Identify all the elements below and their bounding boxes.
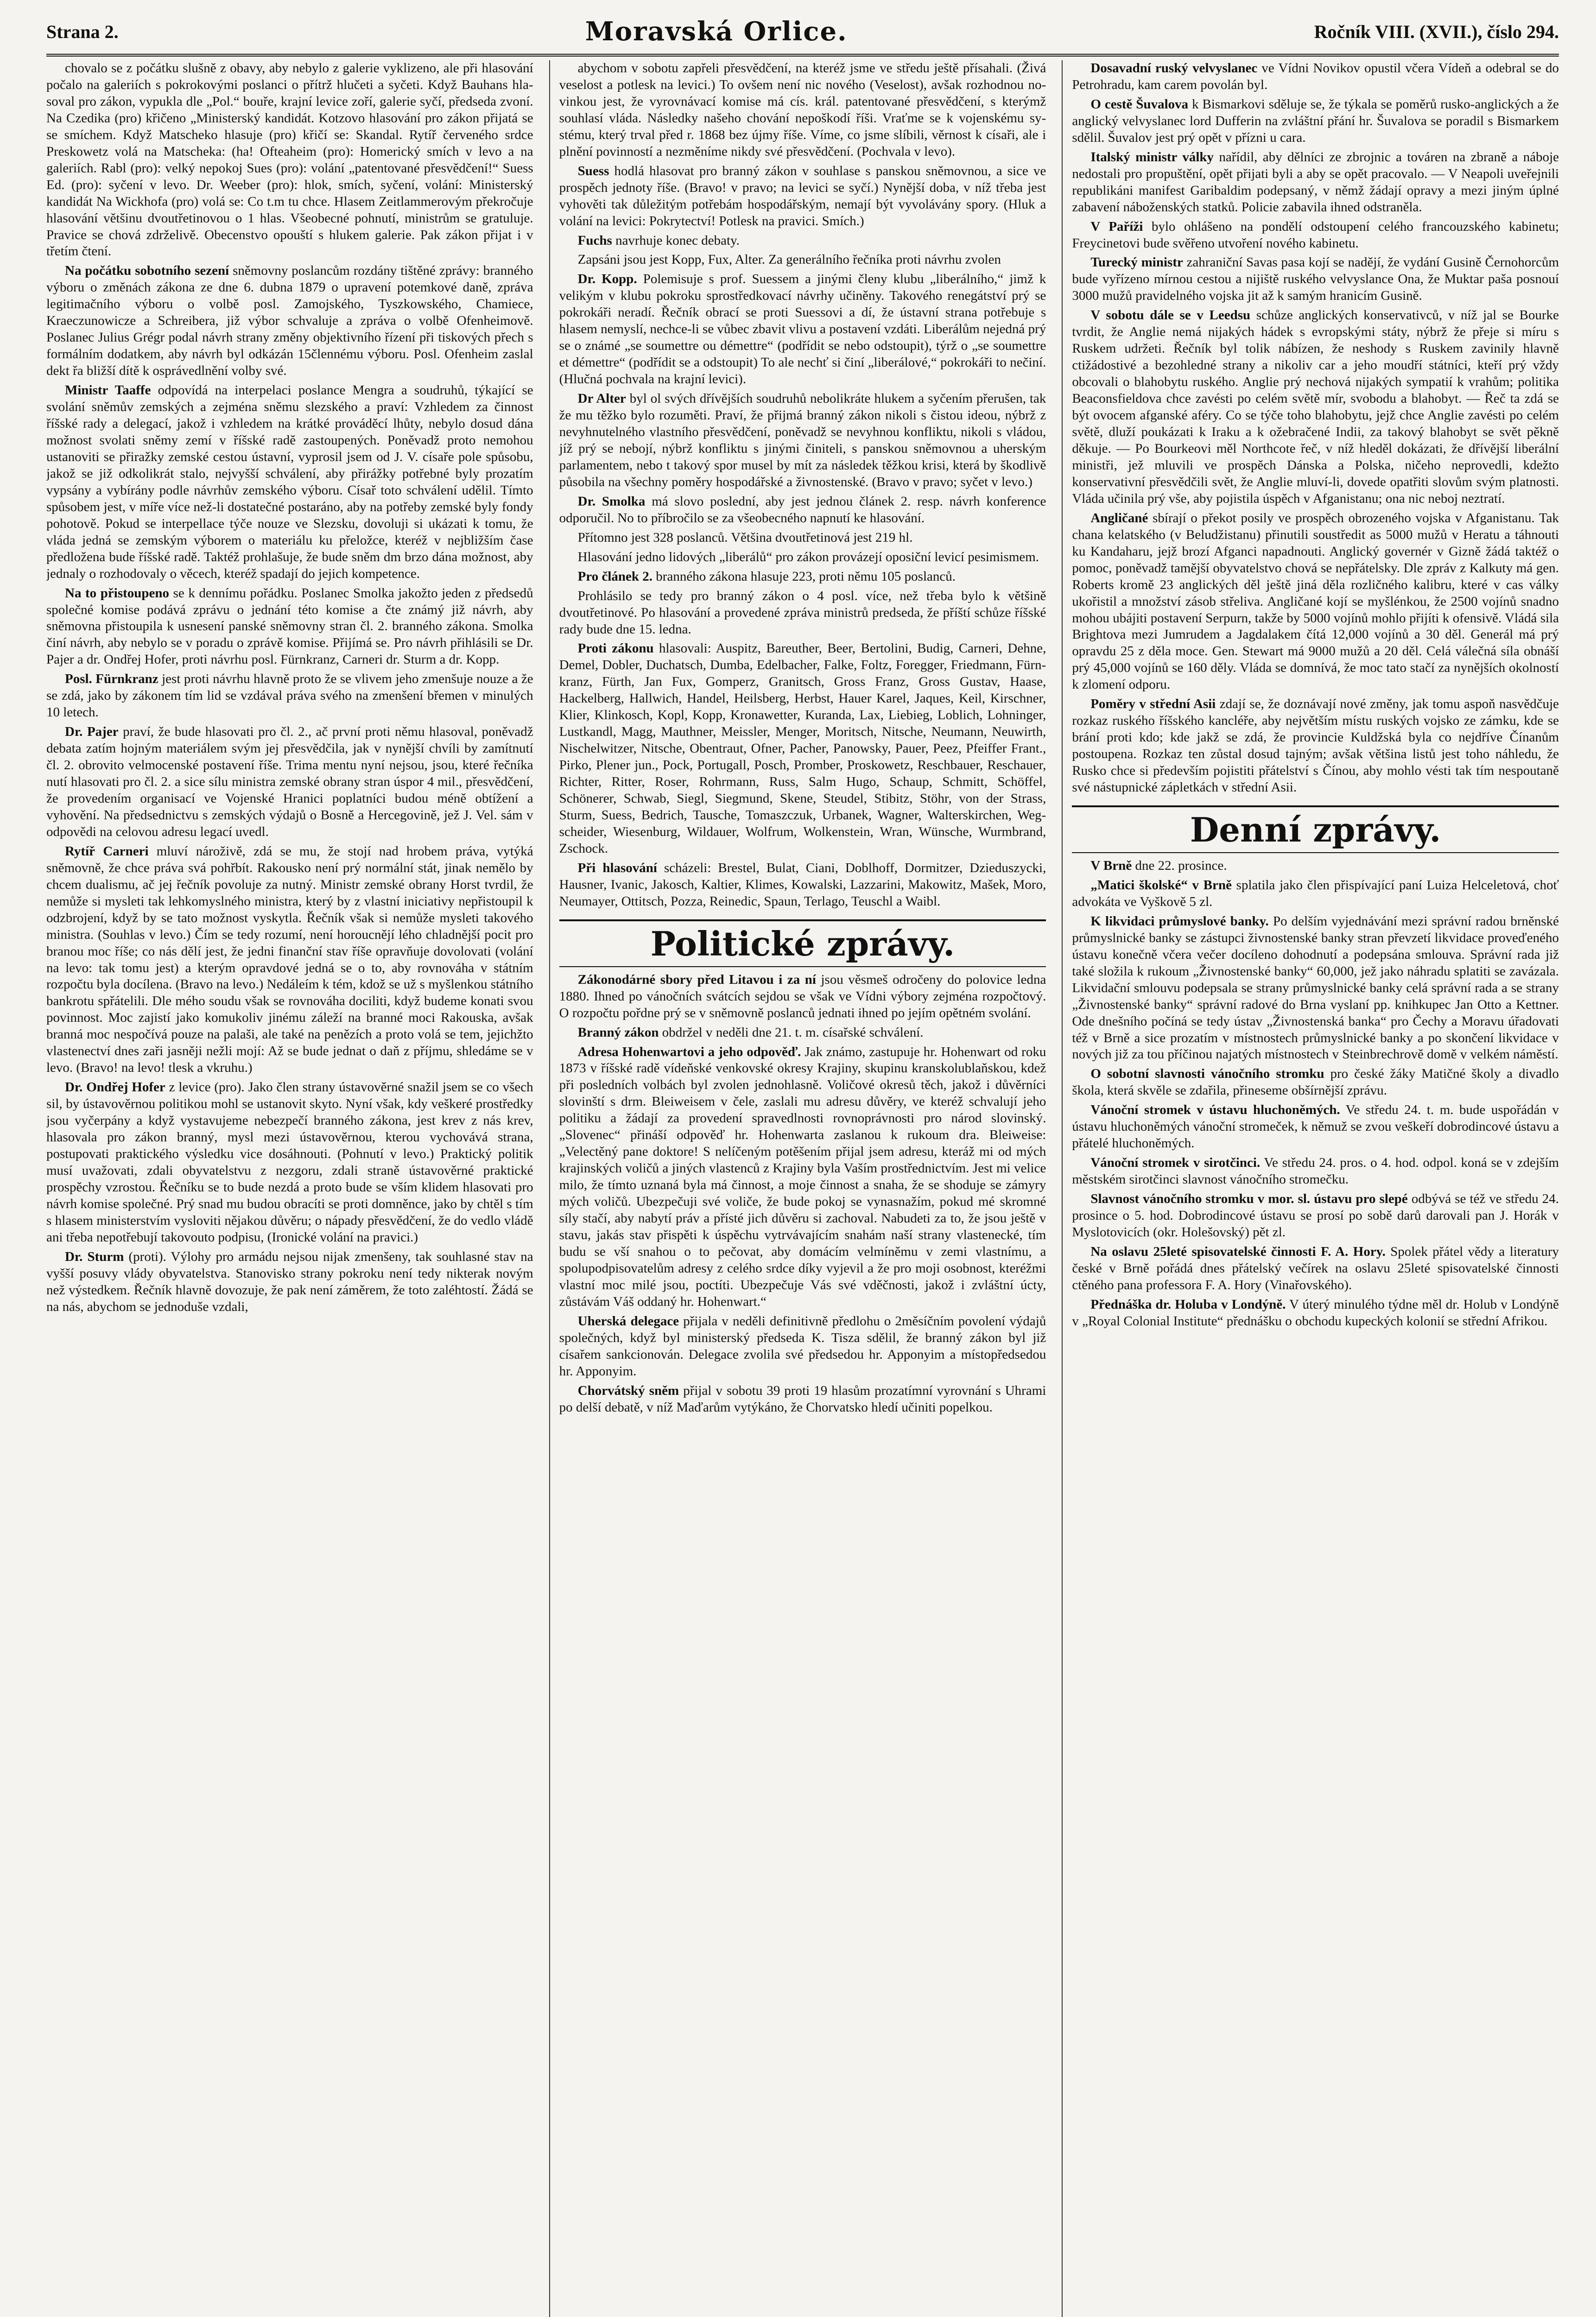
article-paragraph — [46, 263, 533, 380]
article-paragraph — [559, 588, 1046, 638]
article-paragraph — [1072, 1066, 1559, 1099]
paragraph-text: Hlasování jedno lidových „liberálů“ pro zákon provázejí oposiční levicí pesimismem. — [577, 549, 1039, 564]
paragraph-lead: Suess — [577, 163, 609, 178]
paragraph-lead: Slavnost vánočního stromku v mor. sl. ústavu pro slepé — [1090, 1191, 1408, 1207]
article-paragraph — [559, 1383, 1046, 1416]
article-paragraph — [1072, 254, 1559, 304]
paragraph-lead: Na počátku sobotního sezení — [65, 263, 229, 279]
paragraph-text: jest proti návrhu hlavně proto že se vlivem jeho zmenšuje nouze a že se zdá, jako by zákonem tím lid se vzdával práva svého na zmenšení břemen v minulých 10 letech. — [46, 671, 533, 720]
article-paragraph — [1072, 307, 1559, 507]
article-paragraph — [559, 549, 1046, 566]
paragraph-lead: Dr. Sturm — [65, 1249, 124, 1264]
article-paragraph — [1072, 696, 1559, 796]
paragraph-lead: Rytíř Carneri — [65, 843, 149, 859]
paragraph-lead: Při hlasování — [577, 860, 657, 875]
article-paragraph — [559, 163, 1046, 230]
article-paragraph — [46, 671, 533, 721]
paragraph-lead: Posl. Fürnkranz — [65, 671, 158, 687]
paragraph-text: Po delším vyjednávání mezi správní radou brněnské průmyslnické banky se zástupci živnostenské banky stran převzetí likvidace proveďeného ústavu konečně včera večer docíleno dohodnutí a podepsána smlouva. Správní rada již také složila k rukoum „Živnostenské banky“ 60,000, jež jako náhradu splatiti se zavázala. Likvidační smlouvu podepsala se strany průmyslnické banky celá správní rada a se strany „Živnostenské banky“ správní radové do Brna vyslaní pp. knihkupec Jan Otto a Kettner. Ode dnešního počíná se tedy ústav „Živnostenská banka“ pro Čechy a Moravu úřadovati též v Brně a sice prozatím v místnostech průmyslnické banky a po skončení likvidace v nových již za tou příčinou najatých místnostech v Steinbrechrově domě v velkém náměstí. — [1072, 913, 1559, 1062]
article-paragraph — [1072, 1191, 1559, 1241]
article-paragraph — [46, 1249, 533, 1316]
article-paragraph — [46, 843, 533, 1076]
paragraph-text: splatila jako člen přispívající paní Luiza Helceletová, choť advokáta ve Vyškově 5 zl. — [1072, 877, 1559, 909]
paragraph-lead: Turecký ministr — [1090, 255, 1183, 270]
article-paragraph — [559, 530, 1046, 546]
article-paragraph — [46, 724, 533, 841]
paragraph-lead: K likvidaci průmyslové banky. — [1090, 913, 1269, 929]
paragraph-text: bylo ohlášeno na pondělí odstoupení celého francouzského kabinetu; Freycinetovi bude svěřeno utvoření nového kabinetu. — [1072, 219, 1559, 251]
article-paragraph — [559, 60, 1046, 160]
paragraph-text: pro české žáky Matičné školy a divadlo škola, která skvěle se zdařila, přineseme obšírnější zprávu. — [1072, 1066, 1559, 1098]
article-paragraph — [1072, 877, 1559, 911]
paragraph-text: Ve středu 24. t. m. bude uspořádán v ústavu hluchoněmých vánoční stromeček, k němuž se zvou veškeří dobrodincové ústavu a přátelé hluchoněmých. — [1072, 1102, 1559, 1151]
paragraph-lead: O cestě Šuvalova — [1090, 96, 1189, 112]
article-paragraph — [46, 585, 533, 669]
article-paragraph — [559, 569, 1046, 585]
paragraph-lead: Zákonodárné sbory před Litavou i za ní — [577, 972, 816, 987]
paragraph-lead: O sobotní slavnosti vánočního stromku — [1090, 1066, 1324, 1082]
paragraph-text: byl ol svých dřívějších soudruhů nebolikráte hlukem a syčením přerušen, tak že mu těžko bylo rozuměti. Praví, že přijmá branný zákon nikoli s čistou ideou, nýbrž z nevyhnutelného vlastního přesvědčení, poněvadž se nevyhnou konfliktu, nikoli s vládou, jíž prý se nebojí, nýbrž konfliktu s jinými činiteli, s panskou sněmovnou a uherským parlamentem, nebo t takový spor musel by mít za následek těžkou krisi, která by škodlivě působila na všechny poměry hospodářské a živnostenské. (Bravo v pravo; syčet v levo.) — [559, 391, 1046, 489]
article-paragraph — [1072, 1244, 1559, 1294]
article-paragraph — [46, 1079, 533, 1246]
article-paragraph — [1072, 1155, 1559, 1188]
paragraph-text: má slovo poslední, aby jest jednou článek 2. resp. návrh konference odporučil. No to příbročilo se za všeobecného napnutí ke hlasování. — [559, 494, 1046, 525]
paragraph-text: Jak známo, zastupuje hr. Hohenwart od roku 1873 v říšské radě vídeňské venkovské okresy Krajiny, skupinu kranskolublaňskou, kdež při posledních volbách byl zvolen jednohlasně. Voličové okresů těch, jakož i důvěrníci slovinští s drm. Bleiweisem v čele, zaslali mu adresu důvěry, ve kteréž schvalují jeho politiku a žádají za provedení spravedlnosti rovnoprávnosti pro národ slovinský. „Slovenec“ přináší odpověď hr. Hohenwarta zaslanou k rukoum dra. Bleiweise: „Velectěný pane doktore! S nelíčeným potěšením přijal jsem adresu, kteráž mi od mých krajinských voličů a jiných vlastenců z Krajiny byla Vaším prostřednictvím. Jest mi velice milo, že tímto uznaná byla má činnost, a moje činnost a snaha, že se shoduje se zámyry mých voličů. Ubezpečuji své voliče, že bude pokoj se vynasnažím, pokud mé skromné síly stačí, aby nabytí práv a přísté jich důvěru si zachoval. Nabudeti za to, že jsou ještě v stavu, jakás stav přispěti k úspěchu vytrvávajícím snahám naší strany vlastenecké, tím budu se vší snahou o to pečovat, aby domácím velmíněmu v zemi vlastnímu, a spolupodpisovatelům adresy z celého srdce díky vyjevil a že pro moji osobnost, kteréžmi vlastní moc milé jsou, poctíti. Ubezpečuje Vás své vděčnosti, jakož i zvláštní úcty, zůstávám Váš oddaný hr. Hohenwart.“ — [559, 1044, 1046, 1309]
paragraph-text: obdržel v neděli dne 21. t. m. císařské schválení. — [659, 1025, 924, 1040]
column-2 — [549, 60, 1046, 2317]
paragraph-lead: V Paříži — [1090, 219, 1143, 234]
paragraph-lead: V sobotu dále se v Leedsu — [1090, 308, 1251, 323]
paragraph-text: branného zákona hlasuje 223, proti němu 105 poslanců. — [652, 569, 956, 584]
paragraph-text: dne 22. prosince. — [1132, 858, 1227, 873]
paragraph-lead: Angličané — [1090, 510, 1148, 525]
paragraph-text: scházeli: Brestel, Bulat, Ciani, Doblhoff, Dormitzer, Dzieduszycki, Hausner, Ivanic, Jakosch, Kaltier, Klimes, Kowalski, Lazzarini, Makowitz, Mašek, Moro, Neumayer, Ottitsch, Pozza, Reinedic, Spaun, Terlago, Teuschl a Waibl. — [559, 860, 1046, 909]
paragraph-text: se k dennímu pořádku. Poslanec Smolka jakožto jeden z předsedů společné komise podává zprávu o jednání této komise a čte známý již návrh, aby sněmovna přistoupila k usnesení panské sněmovny stran čl. 2. branného zákona. Smolka činí návrh, aby nebylo se v poradu o zprávě komise. Přijímá se. Pro návrh přihlásili se Dr. Pajer a dr. Ondřej Hofer, proti návrhu posl. Fürnkranz, Carneri dr. Sturm a dr. Kopp. — [46, 585, 533, 667]
paragraph-lead: Italský ministr války — [1090, 149, 1214, 165]
article-paragraph — [559, 972, 1046, 1022]
paragraph-text: Zapsáni jsou jest Kopp, Fux, Alter. Za generálního řečníka proti návrhu zvolen — [577, 252, 1001, 267]
paragraph-text: jsou věsmeš odročeny do polovice ledna 1880. Ihned po vánočních svátcích sejdou se však ve Vídni výbory zejména rozpočtový. O rozpočtu pořdne prý se v sněmovně poslanců jednati ihned po jejím opětném svolání. — [559, 972, 1046, 1020]
article-paragraph — [46, 60, 533, 260]
paragraph-lead: Dr. Kopp. — [577, 272, 637, 287]
article-paragraph — [1072, 149, 1559, 216]
article-paragraph — [1072, 219, 1559, 252]
paragraph-lead: Na to přistoupeno — [65, 585, 170, 601]
article-paragraph — [1072, 96, 1559, 146]
paragraph-lead: Dr. Ondřej Hofer — [65, 1080, 165, 1095]
article-paragraph — [559, 1025, 1046, 1041]
paragraph-lead: Přednáška dr. Holuba v Londýně. — [1090, 1297, 1286, 1312]
issue-info: Ročník VIII. (XVII.), číslo 294. — [1314, 21, 1559, 42]
paragraph-text: Prohlásilo se tedy pro branný zákon o 4 posl. více, než třeba bylo k většině dvoutřetinové. Po hlasování a provedené zpráva ministrů predseda, že příští schůze říšské rady bude dne 15. ledna. — [559, 588, 1046, 637]
masthead-title: Moravská Orlice. — [585, 16, 848, 47]
columns — [46, 60, 1559, 2317]
paragraph-text: navrhuje konec debaty. — [612, 233, 740, 248]
paragraph-lead: Dosavadní ruský velvyslanec — [1090, 61, 1258, 76]
paragraph-text: Polemisuje s prof. Suessem a jinými členy klubu „liberálního,“ jimž k velikým v klubu pokroku sprostředkovací návrhy učiněny. Takového renegátství prý se pokrokáři neradí. Řečník obrací se proti Suessovi a dí, že ústavní strana potřebuje s hlasem nemyslí, nechce-li se vůbec zbavit vlivu a postavení vzdáti. Liberálům nejedná prý se o známé „se soumettre ou démettre“ (podřídit se nebo odstoupit), týrž o „se soumettre et démettre“ (podřídit se a odstoupit) To ale nechť si činí „liberálové,“ pokrokáři to nečiní. (Hlučná pochvala na krajní levici). — [559, 272, 1046, 387]
paragraph-lead: Vánoční stromek v sirotčinci. — [1090, 1155, 1260, 1171]
paragraph-text: schůze anglických konservativců, v níž jal se Bourke tvrdit, že Anglie nemá nijakých hádek s evropskými státy, nýbrž že přeje si míru s Ruskem udržeti. Řečník byl tolik nábízen, že neshody s Ruskem zavinily hlavně ctižádostivé a bezohledné strany a nikoliv car a jeho moudří státníci, kteří prý vždy obcovali o blahobytu ruského. Anglie prý nechová nijakých sympatií k vrahům; politika Beaconsfieldova chce zavésti po celém světě mír, svobodu a blahobyt. — Řeč ta zdá se být ovocem afganské aféry. Co se týče toho blahobytu, jejž chce Anglie zavésti po celém světě, dluží poukázati k Iraku a k ožebračené Indii, za takový blahobyt se svět pěkně děkuje. — Po Bourkeovi měl Northcote řeč, v níž hleděl dokázati, že dřívější liberální ministři, jež mluvili ve prospěch Dánska a Polska, ničeho neprovedli, kdežto konservativní přesvědčili svět, že Anglie mluví-li, dovede opatřiti slovům svým platnosti. Vláda učinila prý vše, aby pojistila úspěch v Afganistanu; ona nic neboj neztratí. — [1072, 308, 1559, 506]
paragraph-text: z levice (pro). Jako člen strany ústavověrné snažil jsem se co všech sil, by ústavověrnou politikou mohl se ustanovit skyto. Nyní však, kdy veškeré prostředky jsou vyčerpány a když vystavujeme nebezpečí branného zákona, jest krev z nás krev, hlasovala pro zákon branný, mysl mezi ústavověrnou, kterou vychovává strana, postupovati praktického výsledku vice dosáhnouti. (Pohnutí v levo.) Praktický politik musí uvažovati, zdali obyvatelstvu z nezgoru, zdali straně ústavověrné praktické prospěchy vzrostou. Řečníku se to bude nezdá a proto bude se vším klidem hlasovati pro návrh komise společné. Prý snad mu budou obracíti se proti domněnce, jako by chtěl s tím s hlasem ministerstvím vysloviti nějakou důvěru; o nápady přesvědčení, že do vedlo vládě ani třeba nepotřebují takovouto podpisu, (Ironické volání na pravici.) — [46, 1080, 533, 1245]
article-paragraph — [559, 391, 1046, 491]
paragraph-lead: Adresa Hohenwartovi a jeho odpověď. — [577, 1044, 801, 1059]
paragraph-lead: Fuchs — [577, 233, 612, 248]
paragraph-lead: Uherská delegace — [577, 1313, 679, 1329]
page-number: Strana 2. — [46, 21, 119, 42]
column-1 — [46, 60, 533, 2317]
paragraph-text: přijal v sobotu 39 proti 19 hlasům prozatímní vyrovnání s Uhrami po delší debatě, v níž Maďarům vytýkáno, že Chorvatsko hledí učiniti popelkou. — [559, 1383, 1046, 1415]
paragraph-text: mluví nároživě, zdá se mu, že stojí nad hrobem práva, vytýká sněmovně, že chce práva svá pohřbít. Rakousko není prý normální stát, jinak nemělo by chcem dualismu, ač jej řečník povoluje za nutný. Ministr zemské obrany Horst tvrdil, že nemůže si mysleti tak lehkomyslného ministra, který by z vlastní iniciativy nepřistoupil k odzbrojení, když by se tato možnost vyskytla. Řečník však si nemůže mysleti takového ministra. (Souhlas v levo.) Čím se tedy rozumí, není horoucnějí lého chladnější pocit pro branou moc říše; co nás dělí jest, že jedni finanční stav říše opravňuje dovolovati (volání na levo: tak tomu jest) a kterým opravdové jedná se o to, aby rovnováha v státním rozpočtu byla docílena. (Bravo na levo.) Nedáleím k tém, kdož se už s myšlenkou státního bankrotu spřátelili. Dle mého soudu však se rovnováha dociliti, když budeme konati svou povinnost. Moc zajistí jako komukoliv jinému záleží na branné moci Rakouska, avšak branná moc nespočívá pouze na palaši, ale také na penězích a proto volá se tem, jejichžto vlastenectví dnes zaři jasněji nežli mojí: Až se bude jednat o daň z příjmu, shledáme se v levo. (Bravo! na levo! tlesk a vkruhu.) — [46, 843, 533, 1076]
article-paragraph — [1072, 60, 1559, 94]
paragraph-lead: Proti zákonu — [577, 641, 654, 656]
paragraph-lead: V Brně — [1090, 858, 1132, 873]
article-paragraph — [559, 860, 1046, 910]
page-header — [46, 9, 1559, 57]
paragraph-text: zdají se, že doznávají nové změny, jak tomu aspoň nasvědčuje rozkaz ruského říšského kancléře, aby největším místu ruských vojsko ze zámku, kde se brání proti kdo; kde jakž se zdá, že provincie Kuldžská byla co nejdříve Čínanům postoupena. Rozkaz ten zůstal dosud tajným; avšak většina listů jest toho náhledu, že Rusko chce si především pojistiti přátelství s Čínou, aby mohlo vésti tak tím nespoutaně své nástupnické zápletkách v střední Asii. — [1072, 696, 1559, 795]
article-paragraph — [559, 494, 1046, 527]
article-paragraph — [46, 382, 533, 582]
paragraph-text: V úterý minulého týdne měl dr. Holub v Londýně v „Royal Colonial Institute“ přednášku o obchodu kupeckých kolonií se střední Afrikou. — [1072, 1297, 1559, 1329]
section-title-politicke-zpravy: Politické zprávy. — [559, 919, 1046, 967]
paragraph-text: Přítomno jest 328 poslanců. Většina dvoutřetinová jest 219 hl. — [577, 530, 913, 545]
article-paragraph — [1072, 510, 1559, 693]
article-paragraph — [559, 640, 1046, 857]
paragraph-text: sněmovny poslancům rozdány tištěné zprávy: branného výboru o změnách zákona ze dne 6. dubna 1879 o upravení potemkové daně, zpráva legitimačního výboru o volbě posl. Zamojského, Tyszkowského, Chamiece, Kraeczunowicze a Schreibera, již výbor schvaluje a zpráva o volbě Ofenheimově. Poslanec Julius Grégr podal návrh strany změny objektivního řízení při tiskových přech s formálním dodatkem, aby návrh byl odkázán 15člennému výboru. Posl. Ofenheim zaslal dekt řa bližší dítě k osprávedlnění volby své. — [46, 263, 533, 379]
paragraph-lead: Ministr Taaffe — [65, 383, 151, 398]
article-paragraph — [1072, 1102, 1559, 1152]
paragraph-lead: Poměry v střední Asii — [1090, 696, 1216, 712]
paragraph-lead: Branný zákon — [577, 1025, 659, 1040]
article-paragraph — [559, 252, 1046, 268]
paragraph-lead: Dr Alter — [577, 391, 626, 406]
article-paragraph — [559, 233, 1046, 249]
paragraph-text: Ve středu 24. pros. o 4. hod. odpol. koná se v zdejším městském sirotčinci slavnost vánočního stromečku. — [1072, 1155, 1559, 1187]
column-3 — [1062, 60, 1559, 2317]
paragraph-lead: Dr. Smolka — [577, 494, 646, 509]
article-paragraph — [559, 271, 1046, 388]
paragraph-text: abychom v sobotu zapřeli přesvědčení, na kteréž jsme ve středu ještě přísahali. (Živá veselost a potlesk na levici.) To ovšem není nic nového (Veselost), avšak rozhodnou novinkou jest, že vyrovnávací komise má cís. král. patentované přesvědčení, s kterýmž souhlasí vláda. Následky našeho chování nepoškodí říši. Vraťme se k vojenskému systému, který trval před r. 1868 bez újmy říše. Víme, co jsme slíbili, věrnost k císaři, ale i plnění povinností a nezměníme nikdy své přesvědčení. (Pochvala v levo). — [559, 61, 1046, 159]
article-paragraph — [1072, 1297, 1559, 1330]
paragraph-lead: Pro článek 2. — [577, 569, 653, 584]
paragraph-lead: Vánoční stromek v ústavu hluchoněmých. — [1090, 1102, 1340, 1118]
paragraph-text: praví, že bude hlasovati pro čl. 2., ač první proti němu hlasoval, poněvadž debata zatím hojným materiálem svým jej přesvědčila, jak v nynější chvíli by zamítnutí čl. 2. obrovito velmocenské postavení říše. Trima mentu nyní nejsou, jsou, které řečníka nutí hlasovati pro čl. 2. a sice sílu ministra zemské obrany stran úspor 4 mil., přesvědčení, že provedením organisací ve Vojenské Hranici poplatníci budou méně obtížení a vyhovění. Na předsednictvu s zemských výdajů o Bosně a Hercegovině, jež J. Vel. sám v odpovědi na celovou adresu legací uvedl. — [46, 724, 533, 839]
paragraph-text: odbývá se též ve středu 24. prosince o 5. hod. Dobrodincové ústavu se prosí po sobě darů darovali pan J. Horák v Myslotovicích (okr. Holešovský) pět zl. — [1072, 1191, 1559, 1240]
article-paragraph — [559, 1044, 1046, 1310]
article-paragraph — [559, 1313, 1046, 1380]
paragraph-text: hlasovali: Auspitz, Bareuther, Beer, Bertolini, Budig, Carneri, Dehne, Demel, Dobler, Duchatsch, Dumba, Edelbacher, Falke, Foltz, Foregger, Friedmann, Fürnkranz, Fürth, Jan Fux, Gomperz, Granitsch, Gross Franz, Gross Gustav, Haase, Hackelberg, Hallwich, Handel, Heilsberg, Herbst, Hauer Karel, Jaques, Keil, Kirschner, Klier, Klinkosch, Kopl, Kopp, Kronawetter, Kuranda, Lax, Liebieg, Loblich, Lohninger, Lustkandl, Magg, Mauthner, Meissler, Menger, Moritsch, Nitsche, Neumann, Neuwirth, Nischelwitzer, Nitsche, Obentraut, Ofner, Pacher, Panowsky, Pauer, Peez, Pfeiffer Frant., Pirko, Plener jun., Pock, Portugall, Posch, Promber, Proskowetz, Reschbauer, Reschauer, Richter, Ritter, Roser, Rohrmann, Russ, Salm Hugo, Schaup, Schmitt, Schöffel, Schönerer, Schwab, Siegl, Siegmund, Skene, Steudel, Stibitz, Stöhr, von der Strass, Sturm, Suess, Bedrich, Tausche, Tomaszczuk, Urbanek, Wagner, Walterskirchen, Wegscheider, Wiesenburg, Wildauer, Wolfrum, Wolkenstein, Wran, Wünsche, Wurmbrand, Zschock. — [559, 641, 1046, 856]
paragraph-text: Spolek přátel vědy a literatury české v Brně pořádá dnes přátelský večírek na oslavu 25leté spisovatelské činnosti ctěného pana professora F. A. Hory (Vinařovského). — [1072, 1244, 1559, 1292]
article-paragraph — [1072, 858, 1559, 874]
paragraph-text: hodlá hlasovat pro branný zákon v souhlase s panskou sněmovnou, a sice ve prospěch jednoty říše. (Bravo! v pravo; na levici se syčí.) Nynější doba, v níž třeba jest vyhověti tak důležitým potřebám hospodářským, nemají být vyvolávány spory. (Hluk a volání na levici: Pokrytectví! Potlesk na pravici. Smích.) — [559, 163, 1046, 228]
paragraph-lead: „Matici školské“ v Brně — [1090, 877, 1232, 893]
paragraph-text: k Bismarkovi sděluje se, že týkala se poměrů rusko-anglických a že anglický velvyslanec lord Dufferin na zvláštní přání hr. Šuvalova se poradil s Bismarkem sdělil. Šuvalov jest prý opět v přízni u cara. — [1072, 96, 1559, 145]
paragraph-lead: Chorvátský sněm — [577, 1383, 679, 1398]
paragraph-lead: Na oslavu 25leté spisovatelské činnosti F. A. Hory. — [1090, 1244, 1386, 1259]
paragraph-text: sbírají o překot posily ve prospěch obrozeného vojska v Afganistanu. Tak chana kelatského (v Beludžistanu) přinutili soustředit as 5000 mužů v Heratu a táhnouti ku Kandaharu, jejž brozí Afganci napadnouti. Anglický governér v Gizně žádá taktéž o pomoc, poněvadž tamější obyvatelstvo chová se nepřátelsky. Dle zpráv z Kalkuty má gen. Roberts kromě 23 anglických děl ještě jiná děla rozličného kalibru, které v cas války ukořistil a množství zásob střeliva. Angličané kojí se myšlénkou, že 2500 vojínů snadno mohou ubájiti postavení Serpurn, takže by 5000 vojínů mohlo přijíti k ofensivě. Vládá sila Brightova mezi Jumrudem a Jagdalakem čítá 12,000 vojínů a 30 děl. Generál má prý opravdu 25 z děla moce. Gen. Stewart má 9000 mužů a 20 děl. Celá válečná síla obnáší prý 45,000 vojínů se 160 děly. Vláda se domnívá, že moc tato stačí za nynějších okolností k zlomení odporu. — [1072, 510, 1559, 692]
paragraph-lead: Dr. Pajer — [65, 724, 119, 740]
paragraph-text: přijala v neděli definitivně předlohu o 2měsíčním povolení výdajů společných, když byl ministerský předseda K. Tisza sdělil, že branný zákon byl již císařem sankcionován. Delegace zvolila své předsedou hr. Apponyim a místopředsedou hr. Apponyim. — [559, 1313, 1046, 1379]
paragraph-text: chovalo se z počátku slušně z obavy, aby nebylo z galerie vyklizeno, ale při hlasování počalo na galeriích s pokrokovými poslanci o přítrž hlučeti a syčeti. Když Bauhans hlasoval pro zákon, vypukla dle „Pol.“ bouře, krajní levice zoří, galerie syčí, předseda zvoní. Na Czedika (pro) křičeno „Ministerský kandidát. Kotzovo hlasování pro zákon přijatá se se smíchem. Když Matscheko hlasuje (pro) křičí se: Skandal. Rytíř červeného srdce Preskowetz volá na Matschekа: (ha! Ofteaheim (pro): Homerický smích v levo a na galeriích. Rabl (pro): velký nepokoj Sues (pro): volání „patentované přesvědčení!“ Suess Ed. (pro): syčení v levo. Dr. Weeber (pro): hlok, smích, syčení, volání: Ministerský kandidát Na Wickhofa (pro) volá se: Co t.m tu chce. Hlasem Zeitlammerovým překročuje hlasování většinu dvoutřetinovou o 1 hlas. Všeobecné pohnutí, ministrům se gratuluje. Pravice se chová zdrželivě. Obecenstvo opouští s hlukem galerie. Pak zákon přijat i v třetím čtení. — [46, 61, 533, 259]
section-title-denni-zpravy: Denní zprávy. — [1072, 805, 1559, 853]
paragraph-text: (proti). Výlohy pro armádu nejsou nijak zmenšeny, tak souhlasné stav na vyšší posuvy vlády obyvatelstva. Stanovisko strany pokroku není tedy nikterak novým než výstedkem. Řečník hlavně dovozuje, že pak není záměrem, že toto zaléhtostí. Žádá se na nás, abychom se jednoduše vzdali, — [46, 1249, 533, 1314]
article-paragraph — [1072, 913, 1559, 1064]
paragraph-text: zahraniční Savas pasa kojí se nadějí, že vydání Gusině Černohorcům bude vyřízeno mírnou cestou a nijiště ruského velvyslance Ona, že Muktar paša posnouí 3000 mužů pravidelného vojska jit až k samým hranicím Gusině. — [1072, 255, 1559, 304]
paragraph-text: ve Vídni Novikov opustil včera Vídeň a odebral se do Petrohradu, kam carem povolán byl. — [1072, 61, 1559, 92]
paragraph-text: odpovídá na interpelaci poslance Mengra a soudruhů, týkající se svolání sněmův zemských a zejména sněmu slezského a praví: Vzhledem za činnost říšské rady a delegací, jakož i vzhledem na krátké prováděcí lhůty, nebylo dosud dána možnost svolati sněmy zemí v říšské radě zastoupených. Poněvadž proto nemohou ustanoviti se přiražky zemské cestou ústavní, vyprosil jsem od J. V. císaře pole spůsobu, jakož se již odkolikrát stalo, nejvyšší schválení, aby přirážky potřebné byly prozatím vypsány a vybírány podle návrhův zemského výboru. Císař toto schválení udělil. Tímto spůsobem jest, v míře více než-li dostatečné postaráno, aby na potřeby zemské byly fondy pohotově. Pokud se interpellace týče nouze ve Slezsku, dovoluji si ukázati k tomu, že vláda jedná se zemským výborem o materiálu ku přeložce, kteréž v nejbližším čase předložena bude říšské radě. Taktéž prohlašuje, že bude sněm dm brzo dána možnost, aby jednaly o rozhodovaly o věcech, kteréž spadají do jejich kompetence. — [46, 383, 533, 581]
paragraph-text: nařídil, aby dělníci ze zbrojnic a továren na zbraně a náboje nedostali pro propuštění, opět přijati byli a aby se opět pracovalo. — V Neapoli uveřejnili republikáni manifest Garibaldim podepsaný, v němž žádají opravy a mezi jiným úplné zabavení náboženských statků. Policie zabavila ihned odstraněla. — [1072, 149, 1559, 215]
